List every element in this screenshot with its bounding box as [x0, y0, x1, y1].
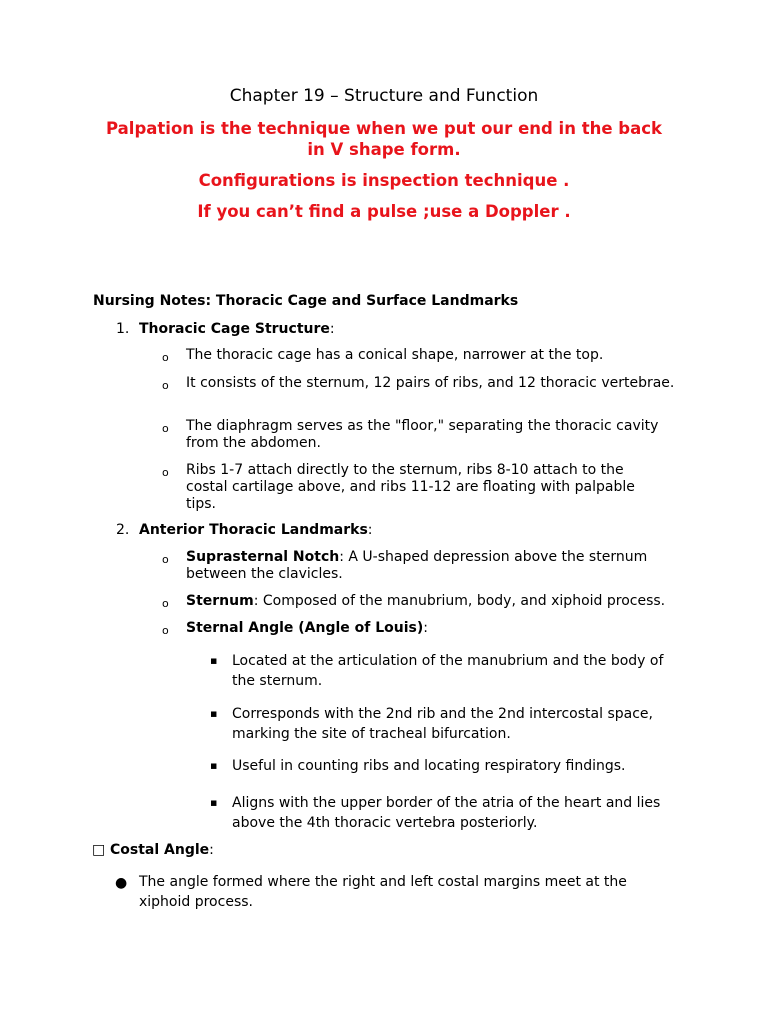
- circle-bullet-icon: o: [162, 553, 169, 566]
- list-item: Aligns with the upper border of the atria of the heart and lies above the 4th thoracic vertebra posteriorly.: [232, 795, 661, 831]
- section-title: [139, 321, 335, 338]
- section-number: 1.: [116, 321, 130, 337]
- list-item: Ribs 1-7 attach directly to the sternum, ribs 8-10 attach to the costal cartilage above, and ribs 11-12 are floating with palpable tips.: [186, 462, 635, 512]
- square-bullet-icon: ▪: [210, 707, 218, 720]
- section-title-suffix: :: [329, 321, 335, 337]
- circle-bullet-icon: o: [162, 422, 169, 435]
- list-item: It consists of the sternum, 12 pairs of ribs, and 12 thoracic vertebrae.: [186, 375, 675, 391]
- notes-heading: Nursing Notes: Thoracic Cage and Surface Landmarks: [93, 293, 519, 309]
- item-term: Sternum: [186, 593, 254, 609]
- section-title-text: Thoracic Cage Structure: [139, 321, 330, 337]
- list-item: The thoracic cage has a conical shape, narrower at the top.: [186, 347, 604, 363]
- list-item: Located at the articulation of the manubrium and the body of the sternum.: [232, 653, 664, 689]
- circle-bullet-icon: o: [162, 379, 169, 392]
- palpation-note: Palpation is the technique when we put our end in the back in V shape form.: [106, 119, 662, 159]
- section-title: [139, 522, 373, 539]
- square-bullet-icon: ▪: [210, 796, 218, 809]
- checkbox-square-icon: □: [92, 842, 106, 858]
- configurations-note: Configurations is inspection technique .: [198, 171, 570, 190]
- square-bullet-icon: ▪: [210, 759, 218, 772]
- circle-bullet-icon: o: [162, 351, 169, 364]
- list-item: The angle formed where the right and left costal margins meet at the xiphoid process.: [139, 874, 627, 910]
- costal-angle-term: Costal Angle: [110, 842, 210, 858]
- page-title: Chapter 19 – Structure and Function: [229, 86, 539, 106]
- item-text: : A U-shaped depression above the sternum between the clavicles.: [186, 549, 648, 582]
- doppler-note: If you can’t find a pulse ;use a Doppler .: [197, 202, 571, 221]
- item-term: Sternal Angle (Angle of Louis): [186, 620, 424, 636]
- item-text: :: [423, 620, 428, 636]
- dot-bullet-icon: ●: [115, 875, 128, 891]
- circle-bullet-icon: o: [162, 624, 169, 637]
- costal-angle-suffix: :: [209, 842, 214, 858]
- item-term: Suprasternal Notch: [186, 549, 340, 565]
- list-item: Corresponds with the 2nd rib and the 2nd intercostal space, marking the site of tracheal bifurcation.: [232, 706, 653, 742]
- list-item: [186, 593, 686, 610]
- list-item: [186, 620, 686, 637]
- circle-bullet-icon: o: [162, 466, 169, 479]
- section-title-suffix: :: [367, 522, 373, 538]
- section-number: 2.: [116, 522, 130, 538]
- costal-angle-heading: [110, 842, 214, 859]
- square-bullet-icon: ▪: [210, 654, 218, 667]
- list-item: The diaphragm serves as the "floor," separating the thoracic cavity from the abdomen.: [186, 418, 659, 451]
- circle-bullet-icon: o: [162, 597, 169, 610]
- list-item: Useful in counting ribs and locating respiratory findings.: [232, 758, 626, 774]
- item-text: : Composed of the manubrium, body, and xiphoid process.: [253, 593, 666, 609]
- list-item: [186, 549, 686, 583]
- section-title-text: Anterior Thoracic Landmarks: [139, 522, 368, 538]
